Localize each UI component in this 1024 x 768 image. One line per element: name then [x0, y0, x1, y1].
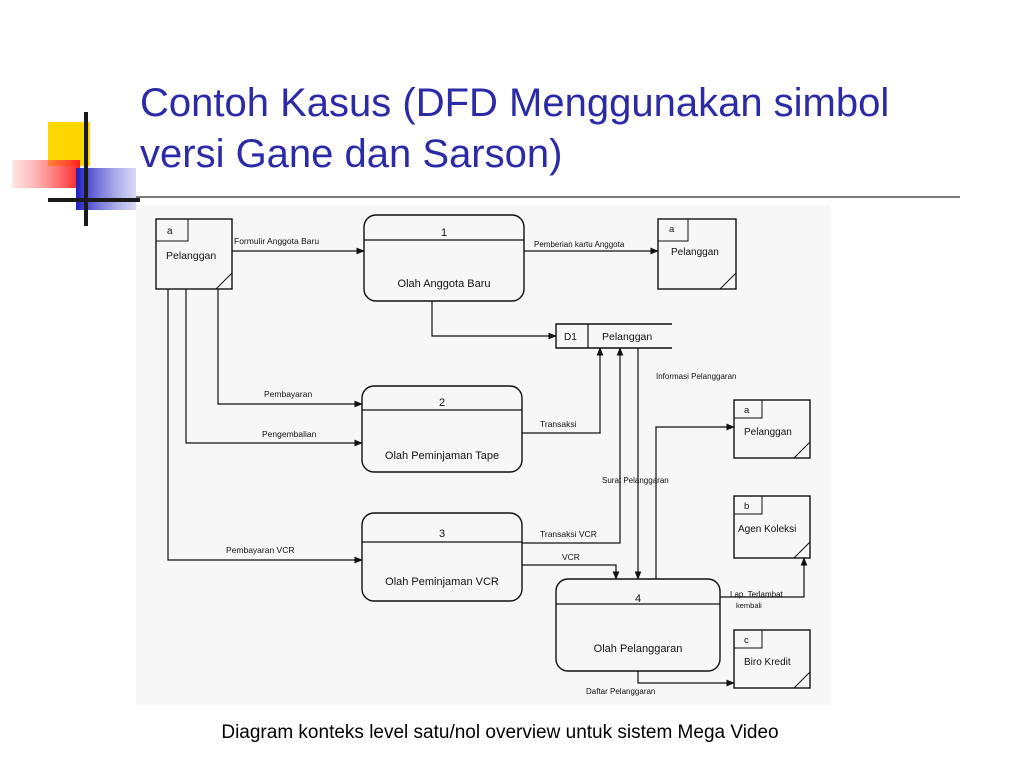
datastore-d1 [556, 324, 672, 348]
process-name: Olah Pelanggaran [593, 643, 683, 655]
process-name: Olah Peminjaman VCR [385, 576, 499, 588]
process-name: Olah Anggota Baru [397, 278, 491, 290]
flows [168, 251, 804, 683]
flow-label: Lap. Terlambat [730, 590, 783, 599]
entity-id: c [744, 635, 749, 646]
flow-label: Daftar Pelanggaran [586, 687, 656, 696]
flow-label: Transaksi VCR [540, 529, 597, 539]
entity-agen-koleksi [734, 496, 810, 558]
flow-label: Pengembalian [262, 429, 317, 439]
entity-pelanggan-source [156, 219, 232, 289]
entity-name: Pelanggan [671, 247, 719, 258]
process-number: 4 [634, 593, 642, 605]
process-1 [364, 215, 524, 301]
datastore-id: D1 [564, 332, 577, 343]
slide-title-line-2: versi Gane dan Sarson) [140, 132, 563, 176]
flow-label: Pemberian kartu Anggota [534, 240, 625, 249]
process-name: Olah Peminjaman Tape [384, 450, 500, 462]
flow-label: VCR [562, 552, 580, 562]
entity-name: Pelanggan [166, 250, 217, 262]
entity-id: a [744, 405, 750, 416]
flow-label: Surat Pelanggaran [602, 476, 669, 485]
flow-label: Pembayaran VCR [226, 545, 295, 555]
entity-pelanggan-target-1 [658, 219, 736, 289]
flow-label: Formulir Anggota Baru [234, 236, 320, 246]
entity-name: Agen Koleksi [738, 524, 797, 535]
process-number: 1 [440, 227, 448, 239]
datastore-name: Pelanggan [602, 331, 653, 343]
flow-label: Informasi Pelanggaran [656, 372, 737, 381]
dfd-diagram [136, 205, 831, 705]
process-number: 3 [438, 528, 446, 540]
entity-pelanggan-target-2 [734, 400, 810, 458]
slide-title-line-1: Contoh Kasus (DFD Menggunakan simbol [140, 81, 890, 125]
entity-name: Pelanggan [744, 427, 792, 438]
entity-id: b [744, 501, 750, 512]
entity-id: a [167, 226, 173, 237]
entity-id: a [669, 224, 675, 235]
process-number: 2 [438, 397, 446, 409]
process-4 [556, 579, 720, 671]
entity-biro-kredit [734, 630, 810, 688]
diagram-caption: Diagram konteks level satu/nol overview untuk sistem Mega Video [221, 722, 779, 743]
process-3 [362, 513, 522, 601]
slide-logo-decoration [0, 0, 150, 240]
slide-title [140, 78, 1010, 180]
flow-label: Transaksi [540, 419, 577, 429]
title-divider [136, 196, 960, 198]
process-2 [362, 386, 522, 472]
flow-label: Pembayaran [264, 389, 313, 399]
flow-label: kembali [736, 601, 762, 610]
entity-name: Biro Kredit [744, 657, 791, 668]
